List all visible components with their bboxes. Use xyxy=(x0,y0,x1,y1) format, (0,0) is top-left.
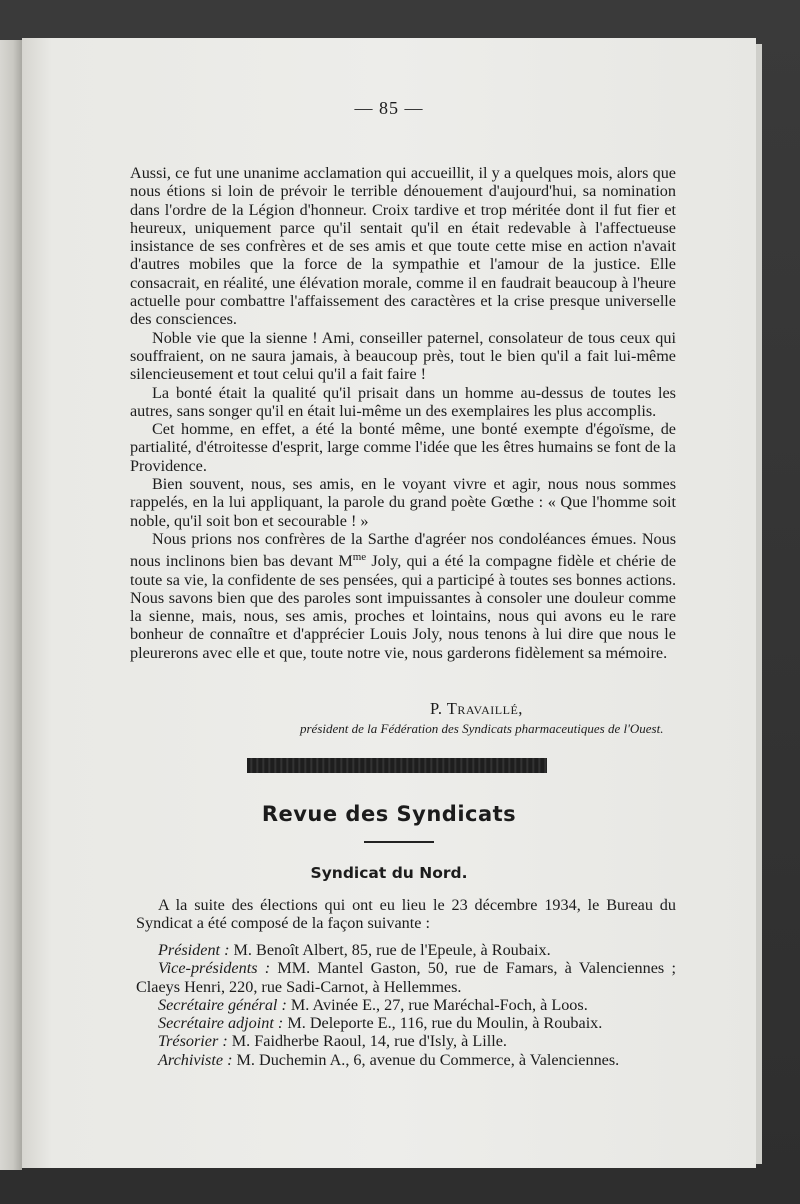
board-entry-president xyxy=(136,941,676,959)
title-underline xyxy=(364,841,434,843)
board-entry-assistant-secretary xyxy=(136,1014,676,1032)
role-label: Secrétaire général : xyxy=(158,995,287,1014)
role-label: Président : xyxy=(158,941,230,959)
signature-title: président de la Fédération des Syndicats pharmaceutiques de l'Ouest. xyxy=(300,721,664,736)
member-details: M. Deleporte E., 116, rue du Moulin, à Roubaix. xyxy=(283,1014,603,1033)
paragraph-6-end: Joly, qui a été la compagne fidèle et chérie de toute sa vie, la confidente de ses pensées, qui a participé à toutes ses bonnes actions. Nous savons bien que des paroles sont impuissantes à consoler une douleur comme la sienne, mais, nous, ses amis, proches et lointains, nous qui avons eu le rare bonheur de connaître et d'apprécier Louis Joly, nous tenons à lui dire que nous le pleurerons avec elle et que, toute notre vie, nous garderons fidèlement sa mémoire. xyxy=(130,552,677,662)
member-details: M. Benoît Albert, 85, rue de l'Epeule, à Roubaix. xyxy=(229,941,551,959)
member-details: M. Faidherbe Raoul, 14, rue d'Isly, à Lille. xyxy=(227,1032,507,1051)
section-title: Revue des Syndicats xyxy=(261,802,517,826)
election-intro xyxy=(136,896,676,933)
paragraph-2: Noble vie que la sienne ! Ami, conseiller paternel, consolateur de tous ceux qui souffraient, on ne saura jamais, à beaucoup près, tout le bien qu'il a fait lui-même silencieusement et tout celui qu'il a fait faire ! xyxy=(130,328,676,384)
role-label: Secrétaire adjoint : xyxy=(158,1014,284,1033)
paragraph-4: Cet homme, en effet, a été la bonté même, une bonté exempte d'égoïsme, de partialité, d'étroitesse d'esprit, large comme l'idée que les êtres humains se font de la Providence. xyxy=(130,420,676,475)
paragraph-3: La bonté était la qualité qu'il prisait dans un homme au-dessus de toutes les autres, sans songer qu'il en était lui-même un des exemplaires les plus accomplis. xyxy=(130,383,676,420)
role-label: Trésorier : xyxy=(158,1032,228,1051)
member-details: M. Avinée E., 27, rue Maréchal-Foch, à Loos. xyxy=(286,995,588,1014)
board-entry-secretary-general xyxy=(136,996,676,1014)
signature-name: P. Travaillé, xyxy=(430,699,523,718)
document-page xyxy=(22,38,756,1168)
role-label: Vice-présidents : xyxy=(158,959,271,978)
page-edge-shadow xyxy=(756,44,762,1164)
paragraph-1: Aussi, ce fut une unanime acclamation qui accueillit, il y a quelques mois, alors que nous étions si loin de prévoir le terrible dénouement d'aujourd'hui, sa nomination dans l'ordre de la Légion d'honneur. Croix tardive et trop méritée dont il fut fier et heureux, uniquement parce qu'il sentait qu'il en était redevable à l'affectueuse insistance de ses confrères et de ses amis et que toute cette mise en action n'avait d'autres mobiles que la force de la sympathie et l'amour de la justice. Elle consacrait, en réalité, une élévation morale, comme il en faudrait beaucoup à l'heure actuelle pour combattre l'affaissement des caractères et la crise presque universelle des consciences. xyxy=(130,164,676,329)
obituary-text xyxy=(130,164,676,662)
superscript-me: me xyxy=(352,551,367,564)
paragraph-6 xyxy=(130,530,676,662)
facing-page-edge xyxy=(0,40,22,1170)
board-entry-treasurer xyxy=(136,1032,676,1050)
board-entry-archivist xyxy=(136,1051,676,1069)
role-label: Archiviste : xyxy=(158,1050,233,1069)
paragraph-5: Bien souvent, nous, ses amis, en le voyant vivre et agir, nous nous sommes rappelés, en la lui appliquant, la parole du grand poète Gœthe : « Que l'homme soit noble, qu'il soit bon et secourable ! » xyxy=(130,475,676,530)
page-number: — 85 — xyxy=(354,98,424,118)
member-details: M. Duchemin A., 6, avenue du Commerce, à Valenciennes. xyxy=(232,1050,620,1069)
subsection-title: Syndicat du Nord. xyxy=(310,864,468,882)
intro-paragraph: A la suite des élections qui ont eu lieu le 23 décembre 1934, le Bureau du Syndicat a été composé de la façon suivante : xyxy=(136,896,676,933)
member-details: MM. Mantel Gaston, 50, rue de Famars, à Valenciennes ; Claeys Henri, 220, rue Sadi-Carnot, à Hellemmes. xyxy=(136,959,676,996)
paragraph-6-start: Nous prions nos confrères de la Sarthe d'agréer nos condoléances émues. Nous nous inclinons bien bas devant M xyxy=(130,529,676,571)
board-members-list xyxy=(136,941,676,1069)
section-divider-bar xyxy=(247,758,547,773)
board-entry-vice-presidents xyxy=(136,959,676,996)
